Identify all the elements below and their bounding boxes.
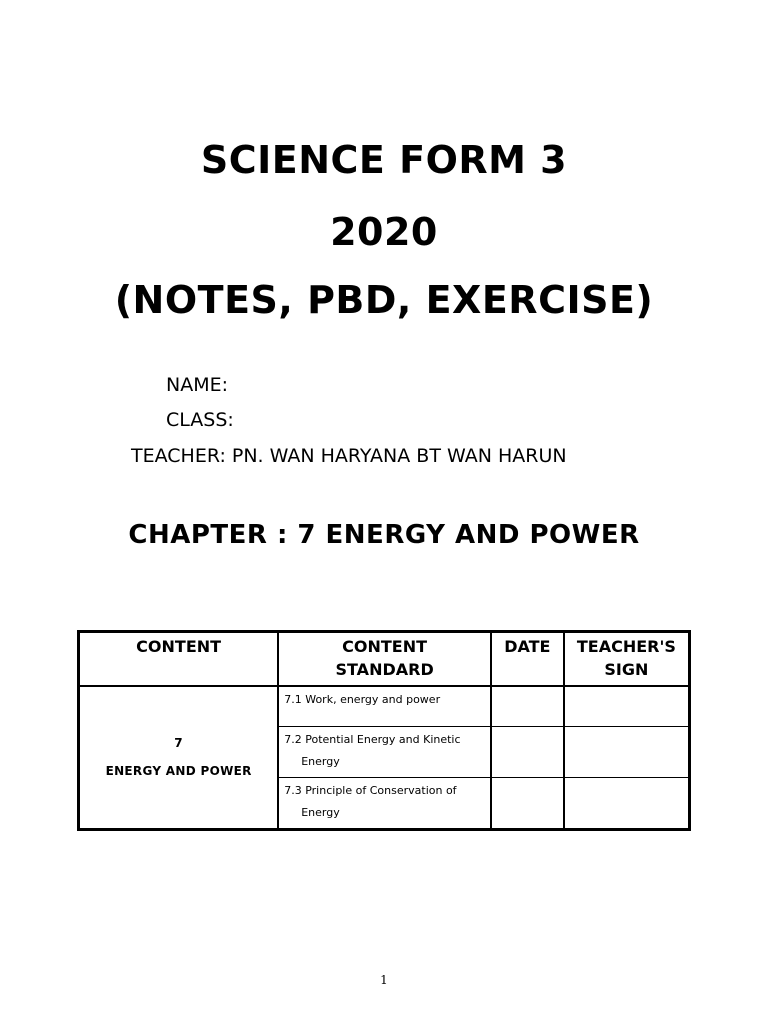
header-content: CONTENT <box>79 632 279 687</box>
header-teacher-sign: TEACHER'S SIGN <box>564 632 690 687</box>
document-title: SCIENCE FORM 3 <box>200 138 568 182</box>
date-cell[interactable] <box>491 777 564 829</box>
header-content-standard: CONTENT STANDARD <box>278 632 491 687</box>
standard-text: 7.3 Principle of Conservation of <box>284 783 457 797</box>
header-date: DATE <box>491 632 564 687</box>
chapter-cell <box>79 686 279 829</box>
document-year: 2020 <box>330 210 438 254</box>
standard-text: 7.2 Potential Energy and Kinetic <box>284 732 461 746</box>
name-label: NAME: <box>166 374 229 396</box>
standard-text: 7.1 Work, energy and power <box>284 693 441 706</box>
chapter-number: 7 <box>174 736 183 751</box>
sign-cell[interactable] <box>564 726 690 777</box>
sign-cell[interactable] <box>564 777 690 829</box>
chapter-heading: CHAPTER : 7 ENERGY AND POWER <box>128 520 640 550</box>
standard-cell <box>278 777 491 829</box>
teacher-line: TEACHER: PN. WAN HARYANA BT WAN HARUN <box>131 445 567 467</box>
document-subtitle: (NOTES, PBD, EXERCISE) <box>114 278 654 322</box>
page-number: 1 <box>380 973 388 987</box>
table-row <box>79 686 690 726</box>
date-cell[interactable] <box>491 726 564 777</box>
standard-text-continued: Energy <box>301 754 340 768</box>
sign-cell[interactable] <box>564 686 690 726</box>
standard-text-continued: Energy <box>301 805 340 819</box>
standard-cell <box>278 686 491 726</box>
class-label: CLASS: <box>166 409 234 431</box>
table-header-row <box>79 632 690 687</box>
date-cell[interactable] <box>491 686 564 726</box>
chapter-title: ENERGY AND POWER <box>105 764 252 779</box>
content-table <box>77 630 691 831</box>
standard-cell <box>278 726 491 777</box>
